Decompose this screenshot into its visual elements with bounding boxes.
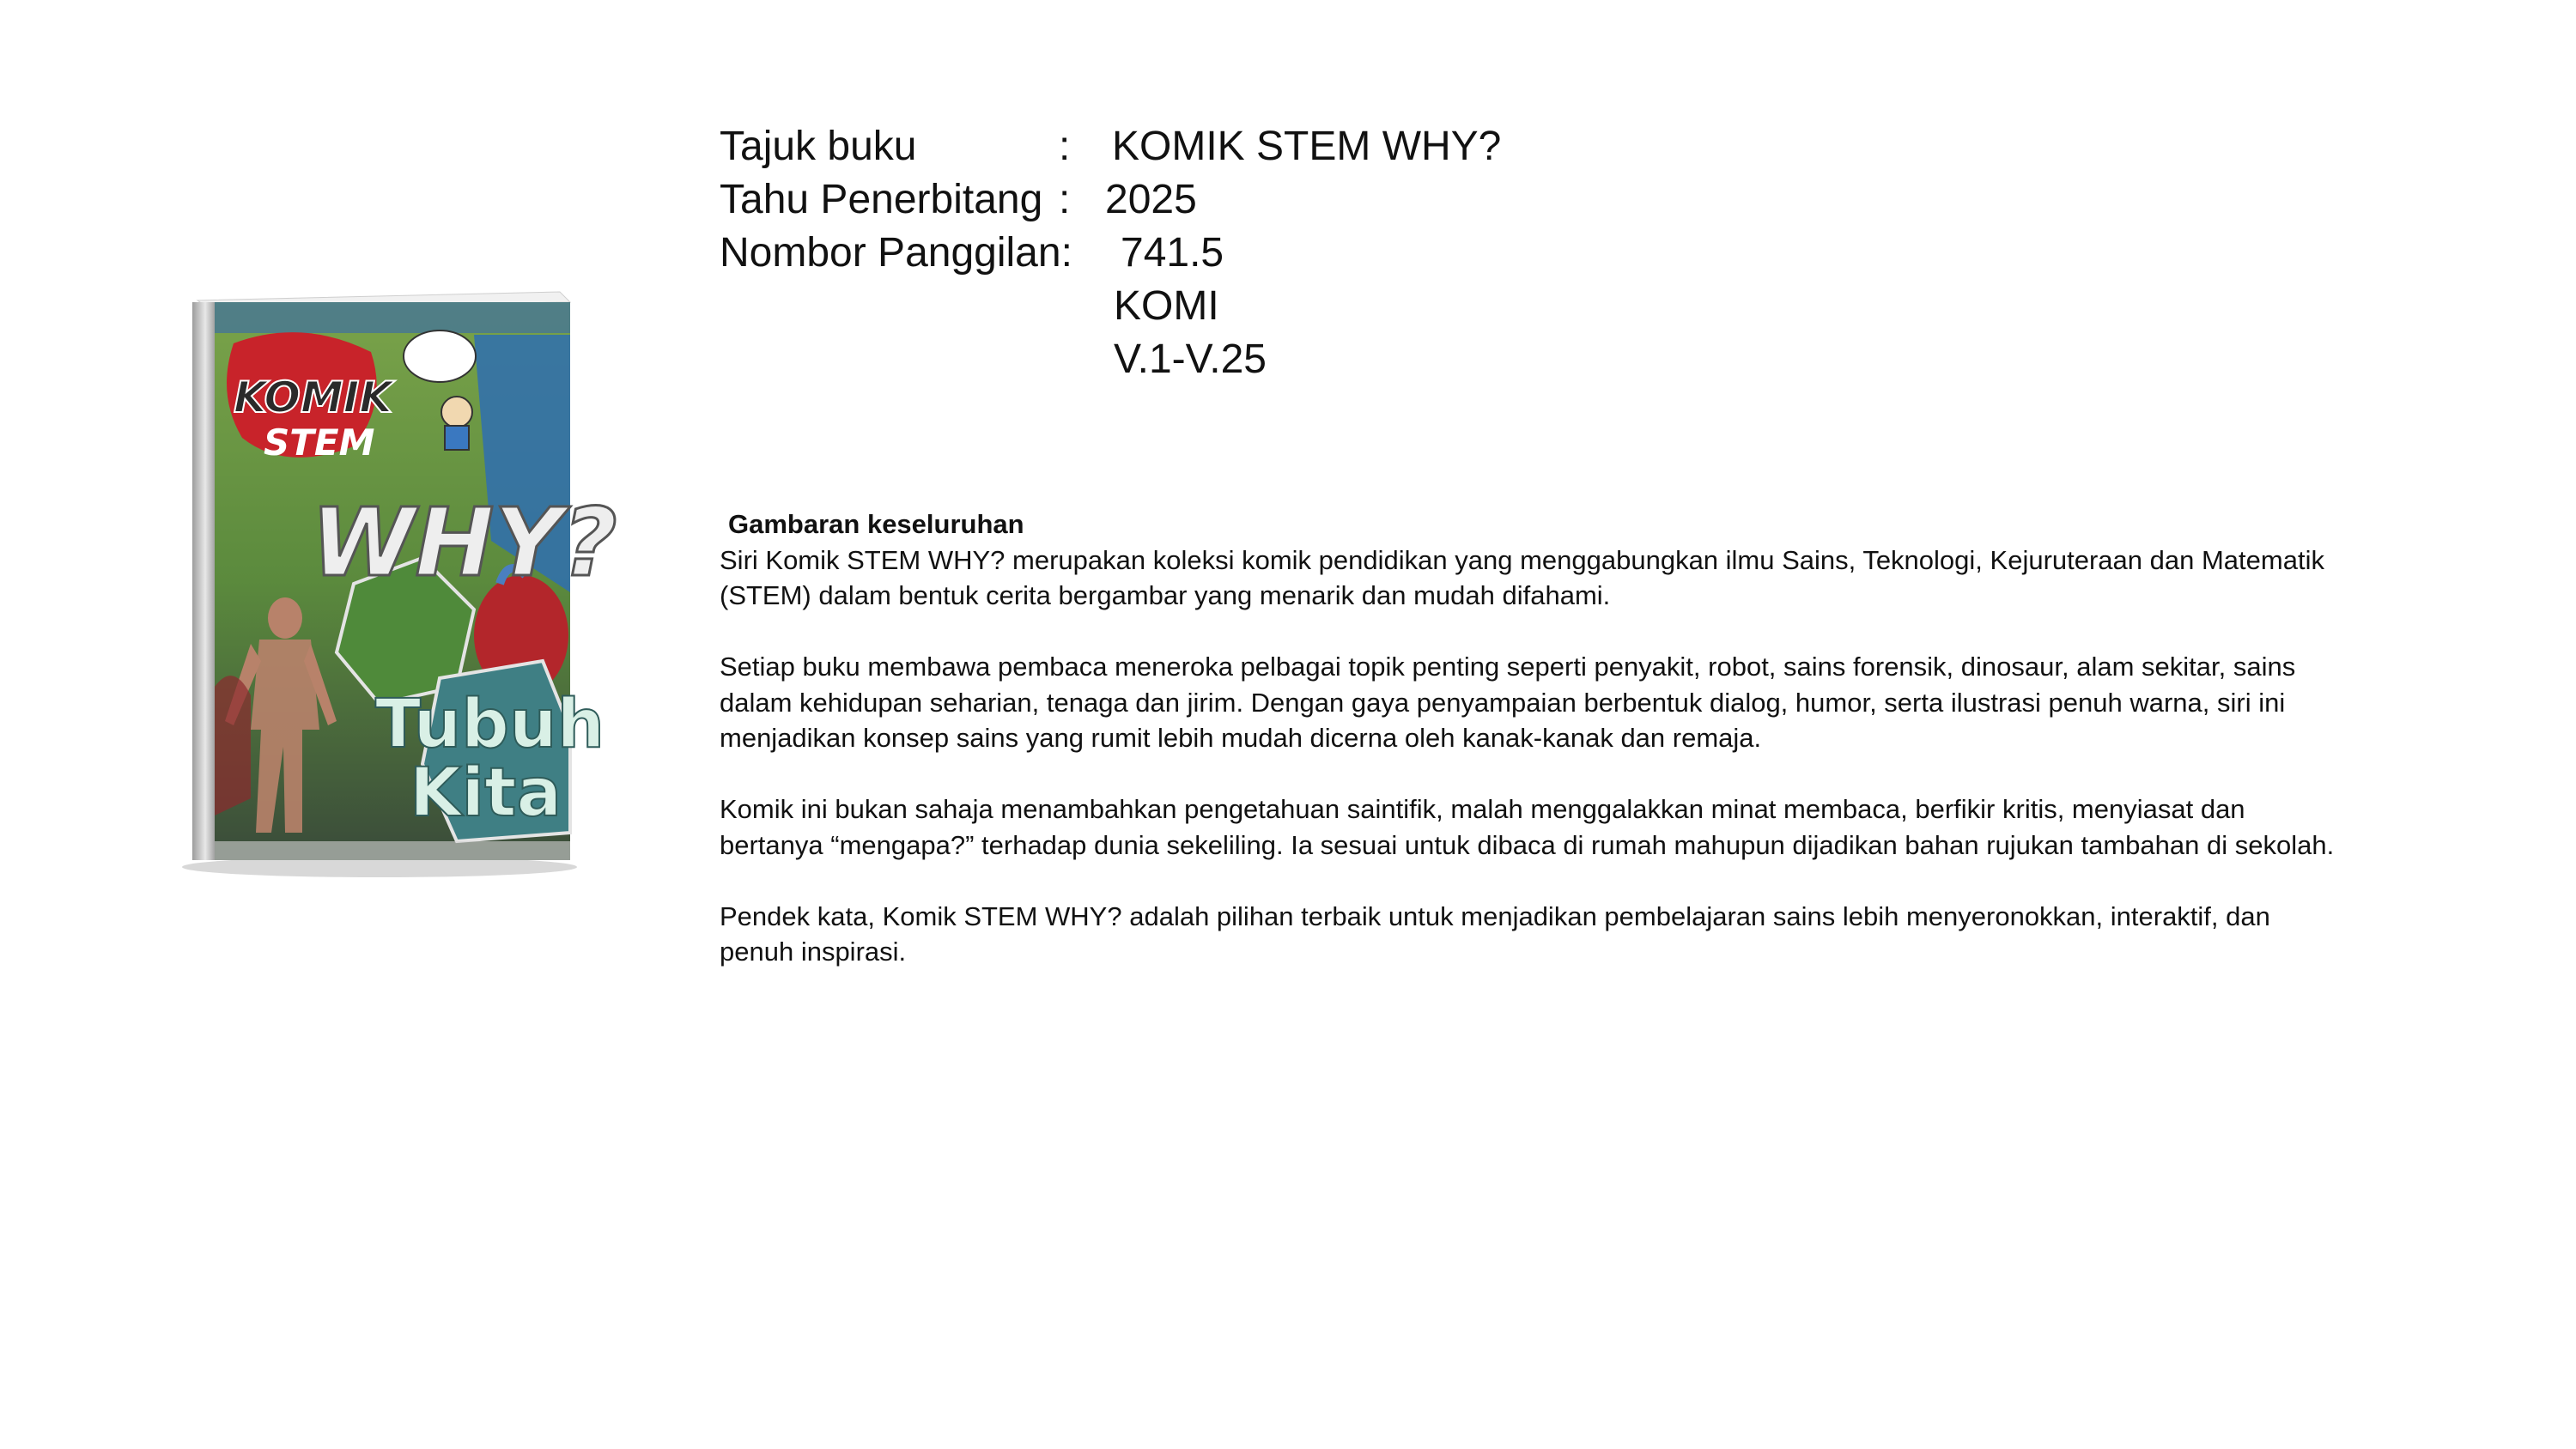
- book-spine: [192, 302, 218, 860]
- year-value: 2025: [1105, 177, 1197, 222]
- book-cover-image: [182, 283, 617, 876]
- cover-title-komik: KOMIK: [234, 373, 393, 422]
- title-separator: :: [1059, 124, 1071, 169]
- callno-value-line2: KOMI: [1114, 283, 1219, 329]
- book-description: [720, 506, 2351, 1005]
- title-value: KOMIK STEM WHY?: [1112, 124, 1502, 169]
- book-metadata: [720, 120, 1501, 386]
- cover-title-stem: STEM: [264, 421, 375, 464]
- callno-label: Nombor Panggilan:: [720, 230, 1072, 276]
- description-heading: Gambaran keseluruhan: [728, 509, 1024, 539]
- year-separator: :: [1059, 177, 1071, 222]
- description-paragraph-3: Komik ini bukan sahaja menambahkan pengetahuan saintifik, malah menggalakkan minat membaca, berfikir kritis, menyiasat dan bertanya “mengapa?” terhadap dunia sekeliling. Ia sesuai untuk dibaca di rumah mahupun dijadikan bahan rujukan tambahan di sekolah.: [720, 794, 2335, 860]
- callno-value-line1: 741.5: [1121, 230, 1224, 276]
- year-row: [720, 173, 1501, 227]
- description-paragraph-2: Setiap buku membawa pembaca meneroka pelbagai topik penting seperti penyakit, robot, sains forensik, dinosaur, alam sekitar, sains dalam kehidupan seharian, tenaga dan jirim. Dengan gaya penyampaian berbentuk dialog, humor, serta ilustrasi penuh warna, siri ini menjadikan konsep sains yang rumit lebih mudah dicerna oleh kanak-kanak dan remaja.: [720, 652, 2296, 753]
- cover-speech-bubble: [404, 330, 476, 382]
- cover-subtitle-kita: Kita: [410, 755, 562, 832]
- year-label: Tahu Penerbitang: [720, 177, 1043, 222]
- title-label: Tajuk buku: [720, 124, 917, 169]
- callno-value-line3: V.1-V.25: [1114, 336, 1267, 382]
- title-row: [720, 120, 1501, 173]
- description-paragraph-4: Pendek kata, Komik STEM WHY? adalah pilihan terbaik untuk menjadikan pembelajaran sains lebih menyeronokkan, interaktif, dan penuh inspirasi.: [720, 900, 2270, 967]
- callno-row: [720, 227, 1501, 280]
- book-cover-svg: [182, 283, 617, 876]
- cover-title-why: WHY?: [311, 488, 617, 597]
- cover-subtitle-tubuh: Tubuh: [375, 686, 605, 763]
- cover-cartoon-character: [441, 397, 472, 427]
- cover-body-figure: [268, 597, 302, 639]
- description-paragraph-1: Siri Komik STEM WHY? merupakan koleksi komik pendidikan yang menggabungkan ilmu Sains, Teknologi, Kejuruteraan dan Matematik (STEM) dalam bentuk cerita bergambar yang menarik dan mudah difahami.: [720, 544, 2324, 610]
